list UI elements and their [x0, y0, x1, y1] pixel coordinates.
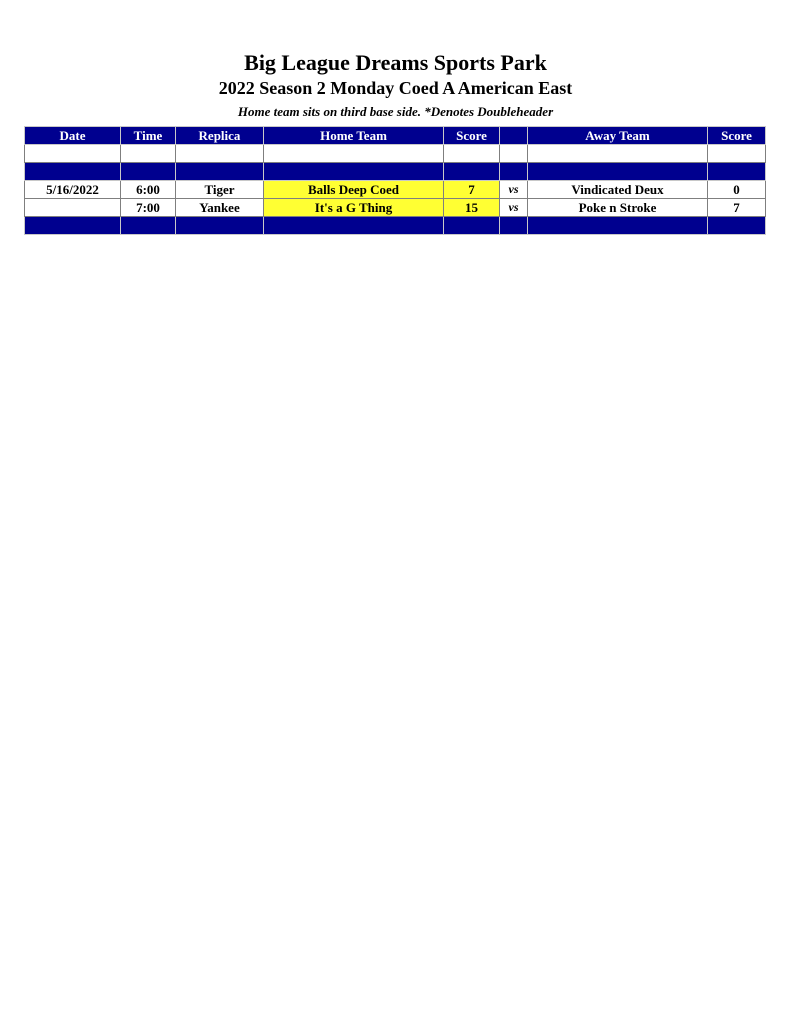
away-team: Poke n Stroke — [528, 199, 708, 217]
game-date: 5/16/2022 — [25, 181, 121, 199]
home-team: Balls Deep Coed — [264, 181, 444, 199]
table-header-row — [25, 127, 766, 145]
home-score: 7 — [444, 181, 500, 199]
home-score: 15 — [444, 199, 500, 217]
game-time: 7:00 — [121, 199, 176, 217]
game-time: 6:00 — [121, 181, 176, 199]
page-subtitle: 2022 Season 2 Monday Coed A American East — [218, 78, 573, 98]
column-header-date: Date — [25, 127, 121, 145]
schedule-table — [24, 126, 766, 235]
column-header-time: Time — [121, 127, 176, 145]
column-header-away-team: Away Team — [528, 127, 708, 145]
game-date — [25, 199, 121, 217]
away-team: Vindicated Deux — [528, 181, 708, 199]
away-score: 0 — [708, 181, 766, 199]
column-header-home-score: Score — [444, 127, 500, 145]
separator-band — [25, 163, 766, 181]
game-replica: Tiger — [176, 181, 264, 199]
column-header-vs — [500, 127, 528, 145]
vs-label: vs — [500, 181, 528, 199]
vs-label: vs — [500, 199, 528, 217]
game-replica: Yankee — [176, 199, 264, 217]
separator-band — [25, 217, 766, 235]
page-note: Home team sits on third base side. *Denotes Doubleheader — [237, 104, 554, 119]
away-score: 7 — [708, 199, 766, 217]
column-header-home-team: Home Team — [264, 127, 444, 145]
home-team: It's a G Thing — [264, 199, 444, 217]
table-row — [25, 199, 766, 217]
page-title: Big League Dreams Sports Park — [244, 50, 547, 75]
column-header-replica: Replica — [176, 127, 264, 145]
column-header-away-score: Score — [708, 127, 766, 145]
blank-row — [25, 145, 766, 163]
table-row — [25, 181, 766, 199]
